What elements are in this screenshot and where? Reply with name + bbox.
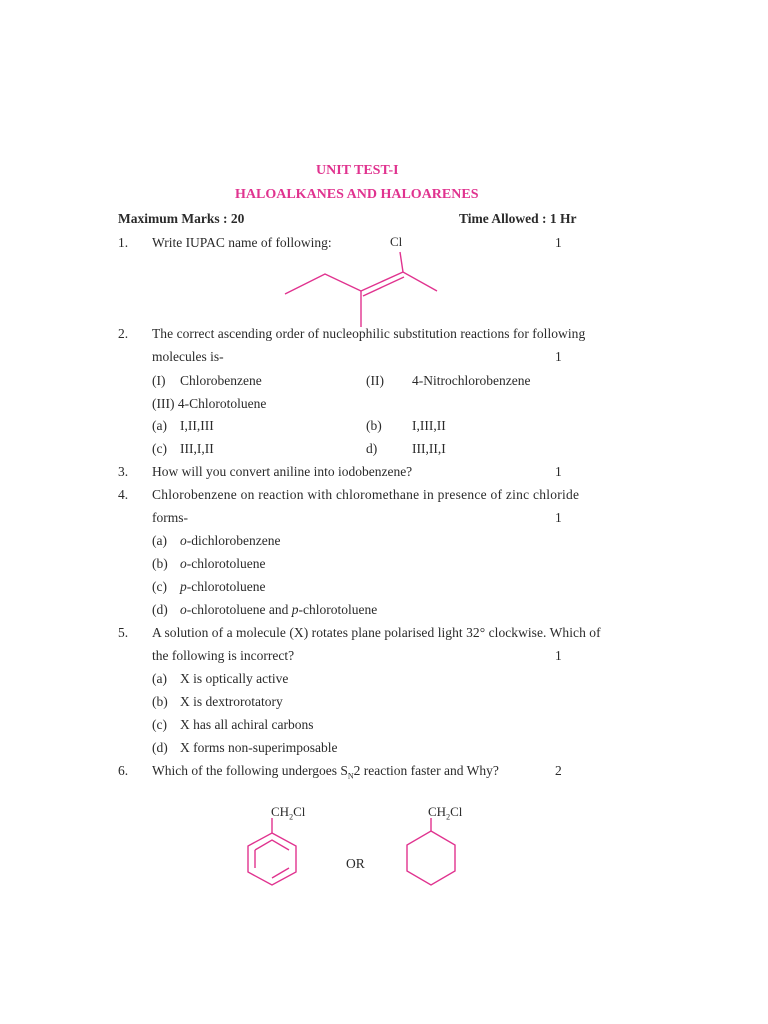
option-label: (b) — [152, 694, 168, 709]
max-marks: Maximum Marks : 20 — [118, 211, 245, 226]
option-label: (c) — [152, 441, 167, 456]
option-label: (c) — [152, 579, 167, 594]
question-number: 6. — [118, 763, 129, 778]
option-label: (d) — [152, 602, 168, 617]
question-text: Which of the following undergoes $S_N2$ reaction faster and Why? — [152, 763, 499, 781]
option-text: p-chlorotoluene — [180, 579, 266, 594]
option-label: d) — [366, 441, 378, 456]
option-text: I,III,II — [412, 418, 446, 433]
time-allowed: Time Allowed : 1 Hr — [459, 211, 577, 226]
option-label: (b) — [366, 418, 382, 433]
or-separator: OR — [346, 856, 365, 871]
question-text: How will you convert aniline into iodobenzene? — [152, 464, 413, 479]
question-marks: 2 — [555, 763, 562, 778]
question-text: Chlorobenzene on reaction with chloromethane in presence of zinc chloride — [152, 487, 580, 502]
option-label: (d) — [152, 740, 168, 755]
option-text: III,I,II — [180, 441, 214, 456]
question-number: 5. — [118, 625, 129, 640]
option-label: (a) — [152, 418, 167, 433]
option-text: o-chlorotoluene — [180, 556, 266, 571]
item-number: (II) — [366, 373, 384, 388]
question-number: 4. — [118, 487, 129, 502]
item-number: (I) — [152, 373, 166, 388]
option-text: I,II,III — [180, 418, 214, 433]
option-label: (c) — [152, 717, 167, 732]
question-text: A solution of a molecule (X) rotates plane polarised light 32° clockwise. Which of — [152, 625, 601, 640]
question-marks: 1 — [555, 235, 562, 250]
question-marks: 1 — [555, 349, 562, 364]
item-text: 4-Nitrochlorobenzene — [412, 373, 531, 388]
question-text-cont: molecules is- — [152, 349, 224, 364]
item-text: Chlorobenzene — [180, 373, 262, 388]
option-label: (a) — [152, 671, 167, 686]
option-text: X is dextrorotatory — [180, 694, 283, 709]
question-text-cont: the following is incorrect? — [152, 648, 295, 663]
question-marks: 1 — [555, 648, 562, 663]
benzyl-chloride-label: $CH_2Cl$ — [271, 804, 306, 822]
option-text: X forms non-superimposable — [180, 740, 338, 755]
question-number: 3. — [118, 464, 129, 479]
option-text: III,II,I — [412, 441, 446, 456]
option-label: (b) — [152, 556, 168, 571]
question-number: 1. — [118, 235, 129, 250]
option-text: o-dichlorobenzene — [180, 533, 281, 548]
question-marks: 1 — [555, 464, 562, 479]
chlorine-label: Cl — [390, 234, 403, 249]
question-number: 2. — [118, 326, 129, 341]
item-text: (III) 4-Chlorotoluene — [152, 396, 267, 411]
page-subtitle: HALOALKANES AND HALOARENES — [235, 187, 479, 202]
page-title: UNIT TEST-I — [316, 163, 399, 178]
question-text: Write IUPAC name of following: — [152, 235, 332, 250]
option-text: X has all achiral carbons — [180, 717, 314, 732]
option-text: X is optically active — [180, 671, 289, 686]
question-text-cont: forms- — [152, 510, 188, 525]
cyclohexylmethyl-chloride-label: $CH_2Cl$ — [428, 804, 463, 822]
question-text: The correct ascending order of nucleophilic substitution reactions for following — [152, 326, 586, 341]
option-label: (a) — [152, 533, 167, 548]
question-marks: 1 — [555, 510, 562, 525]
option-text: o-chlorotoluene and p-chlorotoluene — [180, 602, 378, 617]
